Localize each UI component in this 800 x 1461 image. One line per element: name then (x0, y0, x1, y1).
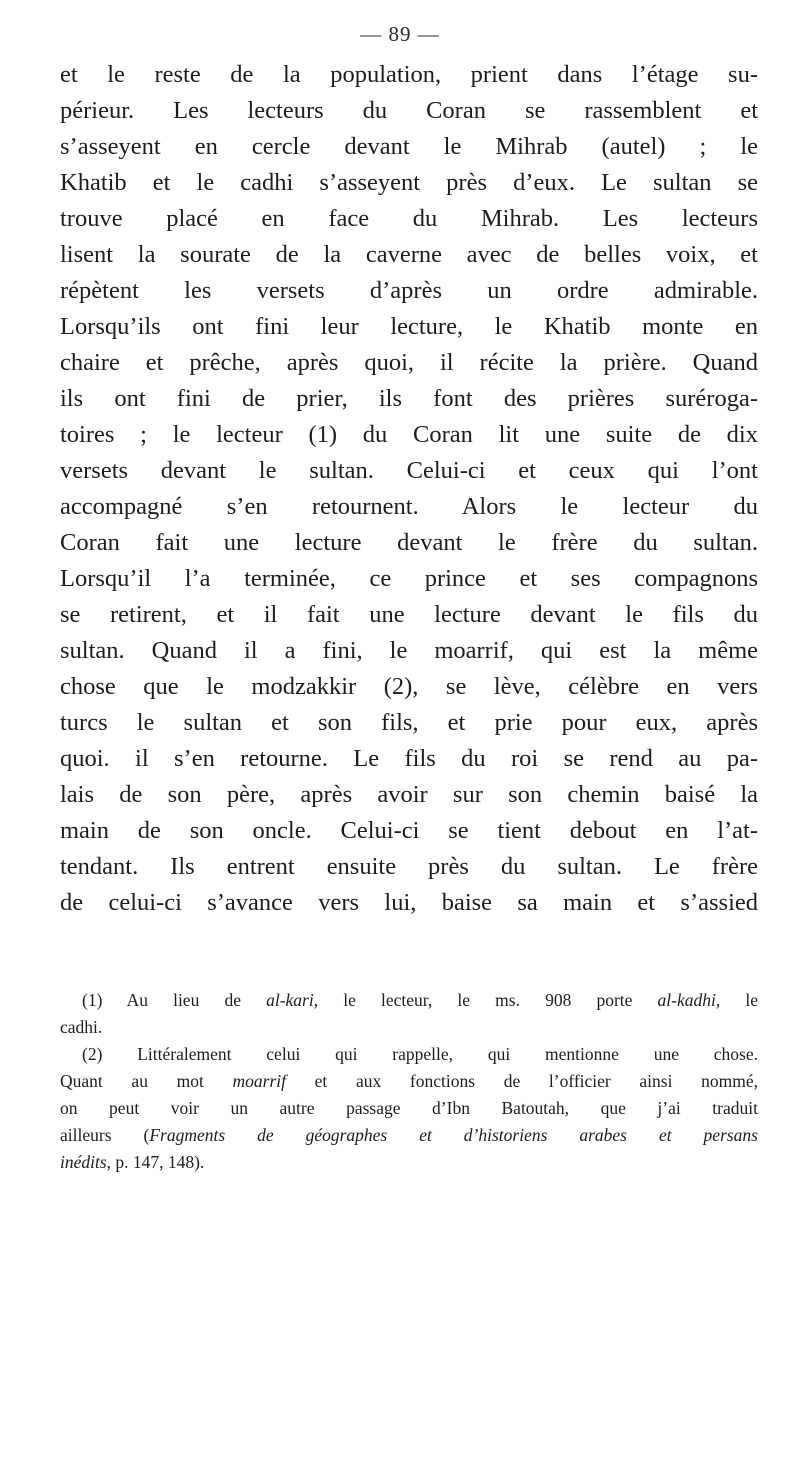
body-line: lisent la sourate de la caverne avec de belles voix, et (60, 241, 758, 268)
body-line: tendant. Ils entrent ensuite près du sultan. Le frère (60, 853, 758, 880)
body-line: Coran fait une lecture devant le frère du sultan. (60, 529, 758, 556)
footnote-2-line (60, 1149, 758, 1176)
body-line: ils ont fini de prier, ils font des prières suréroga- (60, 385, 758, 412)
body-line: Lorsqu’ils ont fini leur lecture, le Khatib monte en (60, 313, 758, 340)
footnote-text: , le lecteur, le ms. 908 porte (313, 990, 658, 1010)
body-line: et le reste de la population, prient dans l’étage su- (60, 61, 758, 88)
footnote-1-line: cadhi. (60, 1017, 103, 1037)
footnote-term: al-kari (266, 990, 314, 1010)
body-line: s’asseyent en cercle devant le Mihrab (autel) ; le (60, 133, 758, 160)
footnote-2-line (60, 1122, 758, 1149)
body-line: chaire et prêche, après quoi, il récite la prière. Quand (60, 349, 758, 376)
footnote-text: ailleurs ( (60, 1125, 150, 1145)
footnote-text: (1) Au lieu de (82, 990, 267, 1010)
body-line: toires ; le lecteur (1) du Coran lit une suite de dix (60, 421, 758, 448)
body-line: Khatib et le cadhi s’asseyent près d’eux. Le sultan se (60, 169, 758, 196)
footnote-book-title: Fragments de géographes et d’historiens arabes et persans (149, 1125, 758, 1145)
body-line: périeur. Les lecteurs du Coran se rassemblent et (60, 97, 758, 124)
footnote-2-line: on peut voir un autre passage d’Ibn Batoutah, que j’ai traduit (60, 1098, 758, 1118)
body-line: sultan. Quand il a fini, le moarrif, qui est la même (60, 637, 758, 664)
footnotes (60, 987, 758, 1176)
footnote-term: moarrif (232, 1071, 286, 1091)
footnote-term: al-kadhi (657, 990, 716, 1010)
body-line: Lorsqu’il l’a terminée, ce prince et ses compagnons (60, 565, 758, 592)
body-line: accompagné s’en retournent. Alors le lecteur du (60, 493, 758, 520)
body-line: lais de son père, après avoir sur son chemin baisé la (60, 781, 758, 808)
body-text (60, 57, 758, 921)
body-line: de celui-ci s’avance vers lui, baise sa main et s’assied (60, 889, 758, 916)
footnote-1-line (60, 987, 758, 1014)
body-line: trouve placé en face du Mihrab. Les lecteurs (60, 205, 758, 232)
body-line: versets devant le sultan. Celui-ci et ceux qui l’ont (60, 457, 758, 484)
body-line: se retirent, et il fait une lecture devant le fils du (60, 601, 758, 628)
footnote-text: et aux fonctions de l’officier ainsi nommé, (286, 1071, 758, 1091)
footnote-2-line: (2) Littéralement celui qui rappelle, qui mentionne une chose. (82, 1044, 758, 1064)
footnote-text: , le (715, 990, 758, 1010)
body-line: main de son oncle. Celui-ci se tient debout en l’at- (60, 817, 758, 844)
footnote-text: , p. 147, 148). (106, 1152, 205, 1172)
body-line: répètent les versets d’après un ordre admirable. (60, 277, 758, 304)
footnote-text: Quant au mot (60, 1071, 233, 1091)
footnote-2-line (60, 1068, 758, 1095)
body-line: turcs le sultan et son fils, et prie pour eux, après (60, 709, 758, 736)
body-line: chose que le modzakkir (2), se lève, célèbre en vers (60, 673, 758, 700)
body-line: quoi. il s’en retourne. Le fils du roi se rend au pa- (60, 745, 758, 772)
page-number: — 89 — (360, 22, 440, 46)
footnote-book-title: inédits (60, 1152, 107, 1172)
